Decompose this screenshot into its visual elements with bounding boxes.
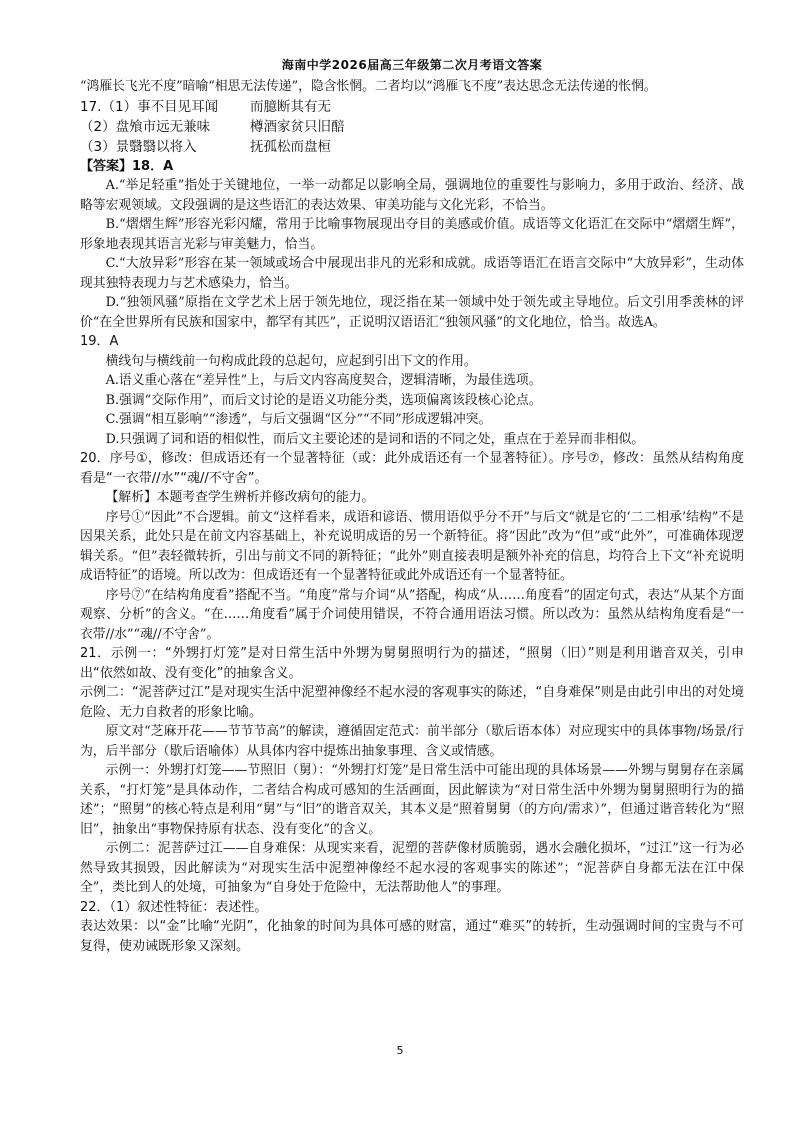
q19-para-d: D.只强调了词和语的相似性，而后文主要论述的是词和语的不同之处，重点在于差异而非相似。: [105, 431, 645, 447]
q20-para-1: 序号①“因此”不合逻辑。前文“这样看来，成语和谚语、惯用语似乎分不开”与后文“就是它的‘二二相承’结构”不是因果关系，此处只是在前文内容基础上，补充说明成语的另一个新特征。将“因此”改为“但”或“此外”，可准确体现逻辑关系。“但”表轻微转折，引出与前文不同的新特征；“此外”则直接表明是额外补充的信息，均符合上下文“补充说明成语特征”的语境。所以改为：但成语还有一个显著特征或此外成语还有一个显著特征。: [80, 509, 744, 583]
q16-tail: “鸿雁长飞光不度”暗喻“相思无法传递”，隐含怅惘。二者均以“鸿雁飞不度”表达思念无法传递的怅惘。: [80, 79, 657, 94]
q18-para-b: B.“熠熠生辉”形容光彩闪耀，常用于比喻事物展现出夺目的美感或价值。成语等文化语汇在交际中“熠熠生辉”，形象地表现其语言光彩与审美魅力，恰当。: [80, 217, 744, 252]
q20-answer: 20．序号①，修改：但成语还有一个显著特征（或：此外成语还有一个显著特征）。序号⑦，修改：虽然从结构角度看是“一衣带//水”“魂//不守舍”。: [80, 451, 744, 486]
q17-line2-a: （2）盘飧市远无兼味: [80, 118, 211, 135]
page-header: 海南中学2026届高三年级第二次月考语文答案: [281, 58, 543, 72]
q19-para-a: A.语义重心落在“差异性”上，与后文内容高度契合，逻辑清晰，为最佳选项。: [105, 373, 542, 388]
q17-line3-a: （3）景翳翳以将入: [80, 138, 197, 155]
q17-line1-b: 而臆断其有无: [250, 98, 331, 115]
q17-line3-b: 抚孤松而盘桓: [250, 138, 331, 155]
q22-line-1: 22．（1）叙述性特征：表述性。: [80, 899, 268, 915]
q20-para-2: 序号⑦“在结构角度看”搭配不当。“角度”常与介词“从”搭配，构成“从……角度看”的固定句式，表达“从某个方面观察、分析”的含义。“在……角度看”属于介词使用错误，不符合通用语法习惯。所以改为：虽然从结构角度看是“一衣带//水”“魂//不守舍”。: [80, 587, 744, 642]
q18-answer: 【答案】18．A: [80, 158, 174, 174]
q17-block: [80, 97, 744, 157]
q17-label: 17.: [80, 98, 102, 115]
q20-analysis: 【解析】本题考查学生辨析并修改病句的能力。: [105, 490, 375, 505]
q17-line: [80, 97, 744, 117]
q17-line2-b: 樽酒家贫只旧醅: [250, 118, 345, 135]
q22-line-2: 表达效果：以“金”比喻“光阴”，化抽象的时间为具体可感的财富，通过“难买”的转折，生动强调时间的宝贵与不可复得，使劝诫既形象又深刻。: [80, 919, 744, 954]
q18-para-a: A.“举足轻重”指处于关键地位，一举一动都足以影响全局，强调地位的重要性与影响力，多用于政治、经济、战略等宏观领域。文段强调的是这些语汇的表达效果、审美功能与文化光彩，不恰当。: [80, 178, 744, 213]
q19-para-c: C.强调“相互影响”“渗透”，与后文强调“区分”“不同”形成逻辑冲突。: [105, 412, 492, 427]
q21-para-3: 示例二：泥菩萨过江——自身难保：从现实来看，泥塑的菩萨像材质脆弱，遇水会融化损坏，“过江”这一行为必然导致其损毁，因此解读为“对现实生活中泥塑神像经不起水浸的客观事实的陈述”；“泥菩萨自身都无法在江中保全”，类比到人的处境，可抽象为“自身处于危险中，无法帮助他人”的事理。: [80, 841, 744, 895]
q19-para-b: B.强调“交际作用”，而后文讨论的是语义功能分类，选项偏离该段核心论点。: [105, 392, 542, 408]
page-number: 5: [396, 1044, 404, 1057]
q21-para-2: 示例一：外甥打灯笼——节照旧（舅）：“外甥打灯笼”是日常生活中可能出现的具体场景——外甥与舅舅存在亲属关系，“打灯笼”是具体动作，二者结合构成可感知的生活画面，因此解读为“对日常生活中外甥为舅舅照明行为的描述”；“照舅”的核心特点是利用“舅”与“旧”的谐音双关，其本义是“照着舅舅（的方向/需求）”，但通过谐音转化为“照旧”，抽象出“事物保持原有状态、没有变化”的含义。: [80, 763, 744, 837]
q19-intro: 横线句与横线前一句构成此段的总起句，应起到引出下文的作用。: [105, 353, 477, 369]
q21-para-1: 原文对“芝麻开花——节节节高”的解读，遵循固定范式：前半部分（歇后语本体）对应现实中的具体事物/场景/行为，后半部分（歇后语喻体）从具体内容中提炼出抽象事理、含义或情感。: [80, 724, 744, 759]
q17-line1-a: （1）事不目见耳闻: [101, 98, 219, 115]
q19-answer: 19．A: [80, 334, 119, 349]
q21-example-1: 21．示例一：“外甥打灯笼”是对日常生活中外甥为舅舅照明行为的描述，“照舅（旧）”则是利用谐音双关，引申出“依然如故、没有变化”的抽象含义。: [80, 646, 744, 681]
q18-para-d: D.“独领风骚”原指在文学艺术上居于领先地位，现泛指在某一领域中处于领先或主导地位。后文引用季羡林的评价“在全世界所有民族和国家中，都罕有其匹”，正说明汉语语汇“独领风骚”的文化地位，恰当。故选A。: [80, 295, 744, 330]
q17-line: [80, 137, 744, 157]
q21-example-2: 示例二：“泥菩萨过江”是对现实生活中泥塑神像经不起水浸的客观事实的陈述，“自身难保”则是由此引申出的对处境危险、无力自救者的形象比喻。: [80, 685, 744, 720]
q18-para-c: C.“大放异彩”形容在某一领域或场合中展现出非凡的光彩和成就。成语等语汇在语言交际中“大放异彩”，生动体现其独特表现力与艺术感染力，恰当。: [80, 256, 744, 291]
q17-line: [80, 117, 744, 137]
